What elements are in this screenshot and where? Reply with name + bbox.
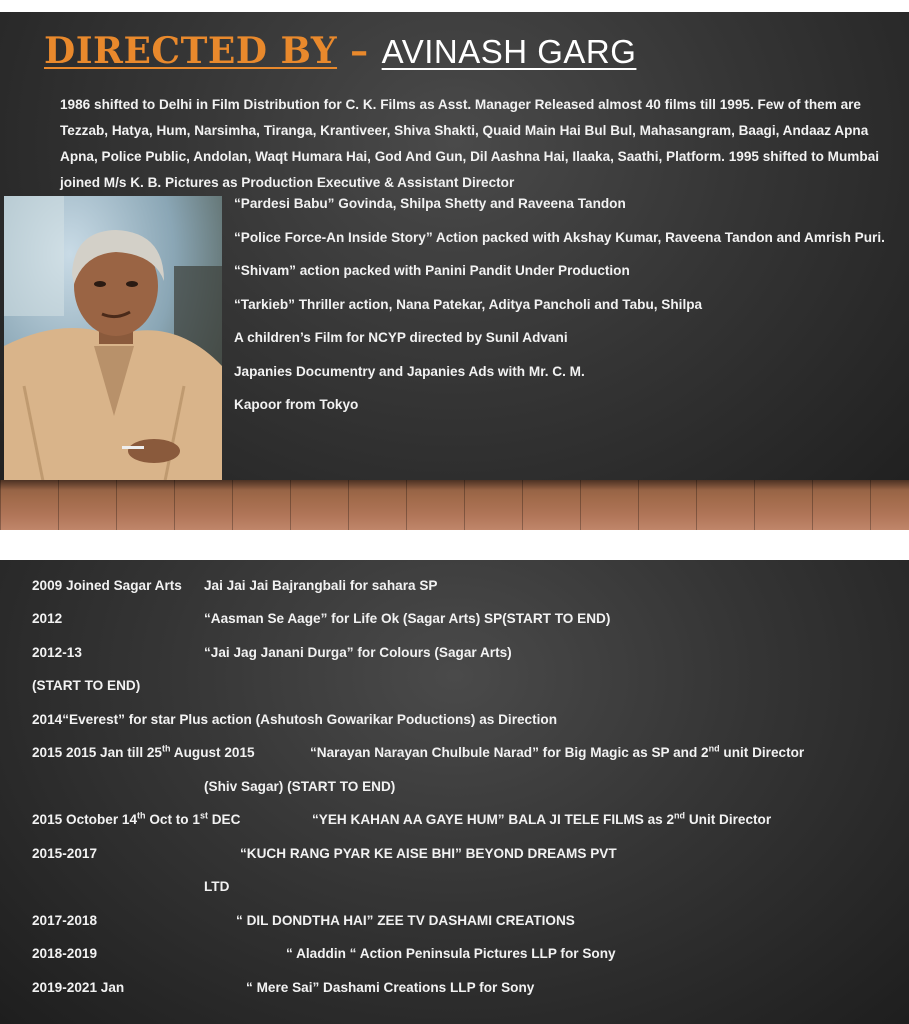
credit-item: “Shivam” action packed with Panini Pandit Under Production (234, 263, 630, 278)
credit-row-2014 (0, 712, 909, 732)
credit-row-2015-oct (0, 812, 909, 832)
credit-description: “YEH KAHAN AA GAYE HUM” BALA JI TELE FILMS as 2nd Unit Director (312, 810, 772, 827)
director-portrait (4, 196, 222, 486)
television-credits-slide (0, 560, 909, 1024)
portrait-illustration (4, 196, 222, 486)
credit-row-2018-2019 (0, 946, 909, 966)
profile-slide (0, 12, 909, 530)
credit-item: “Pardesi Babu” Govinda, Shilpa Shetty and Raveena Tandon (234, 196, 626, 211)
credit-row-2015-jan (0, 745, 909, 765)
floor-shadow (0, 480, 909, 490)
credit-year: 2009 Joined Sagar Arts (32, 578, 182, 593)
credit-row-2017-2018 (0, 913, 909, 933)
credit-item: “Police Force-An Inside Story” Action packed with Akshay Kumar, Raveena Tandon and Amrish Puri. (234, 229, 885, 245)
credit-description: “ Mere Sai” Dashami Creations LLP for Sony (246, 980, 535, 995)
credit-year: 2012-13 (32, 645, 82, 660)
film-credits-list (234, 192, 886, 427)
credit-year: 2012 (32, 611, 63, 626)
credit-row-2009 (0, 578, 909, 598)
credit-row-2019-2021 (0, 980, 909, 1000)
credit-row-continuation (0, 779, 909, 799)
title-directed-by: DIRECTED BY (44, 30, 338, 72)
credit-year: 2015-2017 (32, 846, 98, 861)
credit-description: “ DIL DONDTHA HAI” ZEE TV DASHAMI CREATIONS (236, 913, 575, 928)
credit-row-continuation (0, 879, 909, 899)
credit-row-2012 (0, 611, 909, 631)
credit-year: 2017-2018 (32, 913, 98, 928)
credit-year: 2018-2019 (32, 946, 98, 961)
credit-description: “Jai Jag Janani Durga” for Colours (Sagar Arts) (204, 645, 512, 660)
credit-description: “Aasman Se Aage” for Life Ok (Sagar Arts) SP(START TO END) (204, 611, 611, 626)
intro-paragraph: 1986 shifted to Delhi in Film Distribution for C. K. Films as Asst. Manager Released almost 40 films till 1995. Few of them are Tezzab, Hatya, Hum, Narsimha, Tiranga, Krantiveer, Shiva Shakti, Quaid Main Hai Bul Bul, Mahasangram, Baagi, Andaaz Apna Apna, Police Public, Andolan, Waqt Humara Hai, God And Gun, Dil Aashna Hai, Ilaaka, Saathi, Platform. 1995 shifted to Mumbai joined M/s K. B. Pictures as Production Executive & Assistant Director (60, 97, 880, 190)
credit-row-2012-13 (0, 645, 909, 665)
credit-description: “Narayan Narayan Chulbule Narad” for Big Magic as SP and 2nd unit Director (310, 743, 805, 760)
title-dash: – (350, 30, 369, 72)
credit-continuation: (START TO END) (32, 678, 141, 693)
credit-item: Kapoor from Tokyo (234, 397, 359, 412)
credit-year: 2015 October 14th Oct to 1st DEC (32, 810, 241, 827)
credit-description: “KUCH RANG PYAR KE AISE BHI” BEYOND DREAMS PVT (240, 846, 617, 861)
credit-description: 2014“Everest” for star Plus action (Ashutosh Gowarikar Poductions) as Direction (32, 712, 558, 727)
credit-continuation: LTD (204, 879, 230, 894)
credit-continuation: (Shiv Sagar) (START TO END) (204, 779, 396, 794)
credit-row-2015-2017 (0, 846, 909, 866)
credit-item: “Tarkieb” Thriller action, Nana Patekar, Aditya Pancholi and Tabu, Shilpa (234, 296, 703, 312)
credit-item: A children’s Film for NCYP directed by Sunil Advani (234, 330, 568, 345)
credit-year: 2015 2015 Jan till 25th August 2015 (32, 743, 255, 760)
credit-description: “ Aladdin “ Action Peninsula Pictures LLP for Sony (286, 946, 616, 961)
credit-description: Jai Jai Jai Bajrangbali for sahara SP (204, 578, 438, 593)
slide-title (44, 30, 636, 72)
credit-row-continuation (0, 678, 909, 698)
credit-item: Japanies Documentry and Japanies Ads with Mr. C. M. (234, 363, 585, 379)
credit-year: 2019-2021 Jan (32, 980, 125, 995)
title-director-name: AVINASH GARG (381, 33, 637, 70)
